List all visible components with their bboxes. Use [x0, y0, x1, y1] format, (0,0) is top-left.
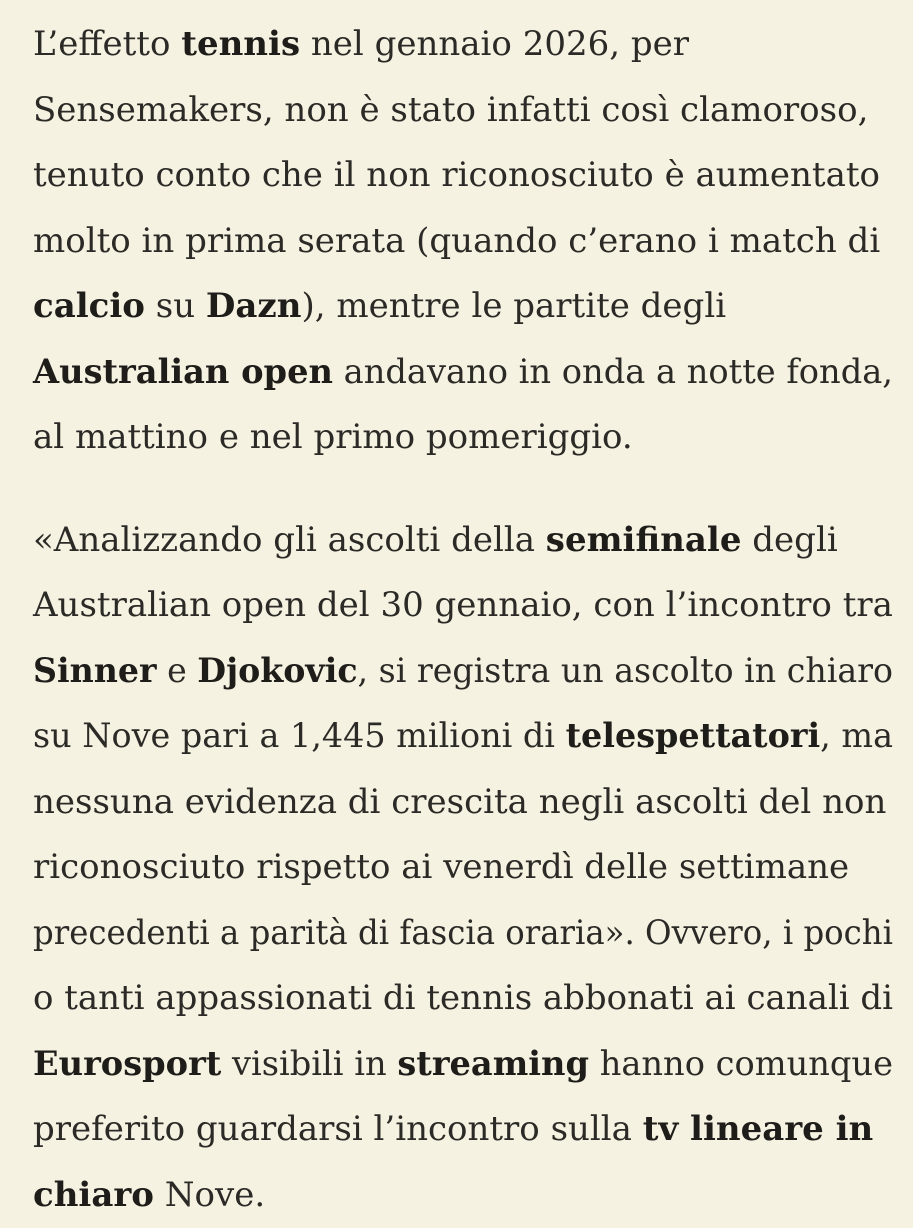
text-line [33, 274, 893, 340]
text-line [33, 639, 873, 705]
bold-text: tv lineare in [643, 1109, 874, 1149]
text-run: «Analizzando gli ascolti della [33, 520, 546, 560]
bold-text: Dazn [206, 286, 302, 326]
bold-text: streaming [397, 1044, 589, 1084]
bold-text: Djokovic [197, 651, 357, 691]
bold-text: semifinale [546, 520, 742, 560]
text-run: o tanti appassionati di tennis abbonati ai canali di [33, 978, 893, 1018]
text-run: molto in prima serata (quando c’erano i match di [33, 221, 880, 261]
text-line [33, 573, 893, 639]
text-run: nel gennaio 2026, per [300, 24, 689, 64]
text-line [33, 1097, 893, 1163]
text-line [33, 12, 893, 78]
text-run: degli [741, 520, 837, 560]
text-run: visibili in [221, 1044, 397, 1084]
text-run: ), mentre le partite degli [301, 286, 726, 326]
text-run: , ma [820, 716, 893, 756]
text-line [33, 405, 893, 471]
text-run: preferito guardarsi l’incontro sulla [33, 1109, 643, 1149]
text-run: , si registra un ascolto in chiaro [358, 651, 893, 691]
bold-text: calcio [33, 286, 145, 326]
bold-text: Eurosport [33, 1044, 221, 1084]
text-run: nessuna evidenza di crescita negli ascolti del non [33, 782, 886, 822]
text-line [33, 1163, 893, 1228]
text-line [33, 508, 893, 574]
text-line [33, 143, 893, 209]
text-run: riconosciuto rispetto ai venerdì delle settimane [33, 847, 849, 887]
text-line [33, 340, 884, 406]
text-run: Sensemakers, non è stato infatti così clamoroso, [33, 90, 868, 130]
text-run: e [157, 651, 198, 691]
bold-text: Australian open [33, 352, 333, 392]
text-run: su [145, 286, 206, 326]
text-run: su Nove pari a 1,445 milioni di [33, 716, 566, 756]
text-run: andavano in onda a notte fonda, [333, 352, 893, 392]
text-run: Australian open del 30 gennaio, con l’incontro tra [33, 585, 893, 625]
text-line [33, 78, 893, 144]
text-line [33, 835, 893, 901]
text-line [33, 901, 852, 967]
article-body [33, 12, 893, 1228]
bold-text: telespettatori [566, 716, 821, 756]
text-line [33, 966, 892, 1032]
text-run: al mattino e nel primo pomeriggio. [33, 417, 633, 457]
paragraph [33, 12, 893, 471]
text-line [33, 770, 893, 836]
text-run: Nove. [154, 1175, 265, 1215]
bold-text: chiaro [33, 1175, 154, 1215]
text-run: hanno comunque [589, 1044, 893, 1084]
bold-text: tennis [181, 24, 300, 64]
paragraph [33, 508, 893, 1228]
text-run: tenuto conto che il non riconosciuto è aumentato [33, 155, 880, 195]
text-line [33, 1032, 883, 1098]
text-line [33, 209, 893, 275]
text-line [33, 704, 878, 770]
bold-text: Sinner [33, 651, 157, 691]
text-run: L’effetto [33, 24, 181, 64]
text-run: precedenti a parità di fascia oraria». Ovvero, i pochi [33, 913, 893, 953]
